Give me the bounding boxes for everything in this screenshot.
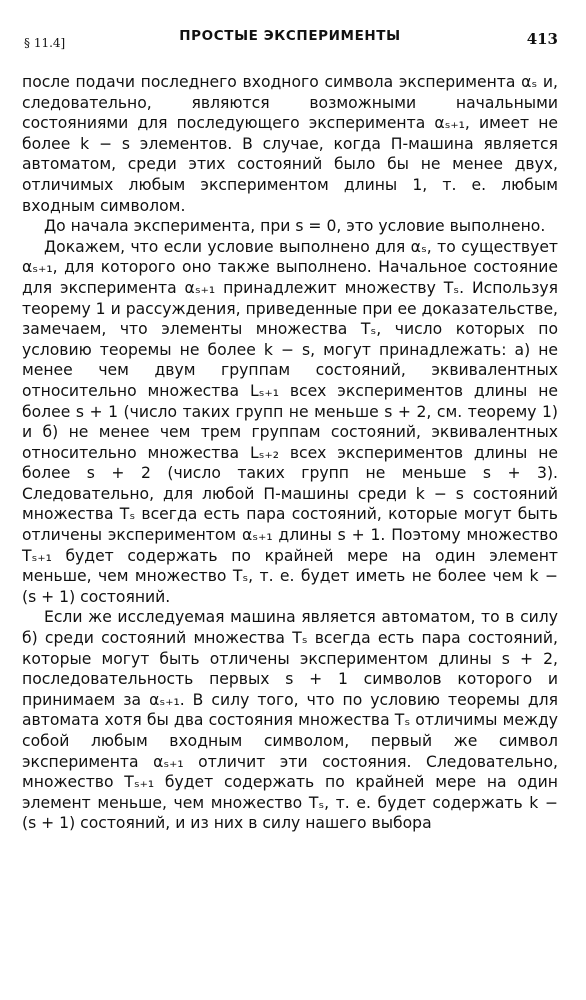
paragraph-3: Докажем, что если условие выполнено для αₛ, то существует αₛ₊₁, для которого оно также выполнено. Начальное состояние для эксперимента αₛ₊₁ принадлежит множеству Tₛ. Используя теорему 1 и рассуждения, приведенные при ее доказательстве, замечаем, что элементы множества Tₛ, число которых по условию теоремы не более k − s, могут принадлежать: а) не менее чем двум группам состояний, эквивалентных относительно множества Lₛ₊₁ всех экспериментов длины не более s + 1 (число таких групп не меньше s + 2, см. теорему 1) и б) не менее чем трем группам состояний, эквивалентных относительно множества Lₛ₊₂ всех экспериментов длины не более s + 2 (число таких групп не меньше s + 3). Следовательно, для любой П-машины среди k − s состояний множества Tₛ всегда есть пара состояний, которые могут быть отличены экспериментом αₛ₊₁ длины s + 1. Поэтому множество Tₛ₊₁ будет содержать по крайней мере на один элемент меньше, чем множество Tₛ, т. е. будет иметь не более чем k − (s + 1) состояний. bbox=[22, 237, 558, 606]
paragraph-4: Если же исследуемая машина является автоматом, то в силу б) среди состояний множества Tₛ всегда есть пара состояний, которые могут быть отличены экспериментом длины s + 2, последовательность первых s + 1 символов которого и принимаем за αₛ₊₁. В силу того, что по условию теоремы для автомата хотя бы два состояния множества Tₛ отличимы между собой любым входным символом, первый же символ эксперимента αₛ₊₁ отличит эти состояния. Следовательно, множество Tₛ₊₁ будет содержать по крайней мере на один элемент меньше, чем множество Tₛ, т. е. будет содержать k − (s + 1) состояний, и из них в силу нашего выбора bbox=[22, 608, 558, 833]
page-number: 413 bbox=[526, 30, 558, 48]
paragraph-1: после подачи последнего входного символа эксперимента αₛ и, следовательно, являются возможными начальными состояниями для последующего эксперимента αₛ₊₁, имеет не более k − s элементов. В случае, когда П-машина является автоматом, среди этих состояний было бы не менее двух, отличимых любым экспериментом длины 1, т. е. любым входным символом. bbox=[22, 73, 558, 215]
running-header bbox=[22, 20, 558, 58]
body-text bbox=[22, 72, 558, 834]
running-title: ПРОСТЫЕ ЭКСПЕРИМЕНТЫ bbox=[179, 28, 401, 44]
section-reference: § 11.4] bbox=[24, 36, 66, 50]
paragraph-2: До начала эксперимента, при s = 0, это условие выполнено. bbox=[44, 217, 546, 236]
